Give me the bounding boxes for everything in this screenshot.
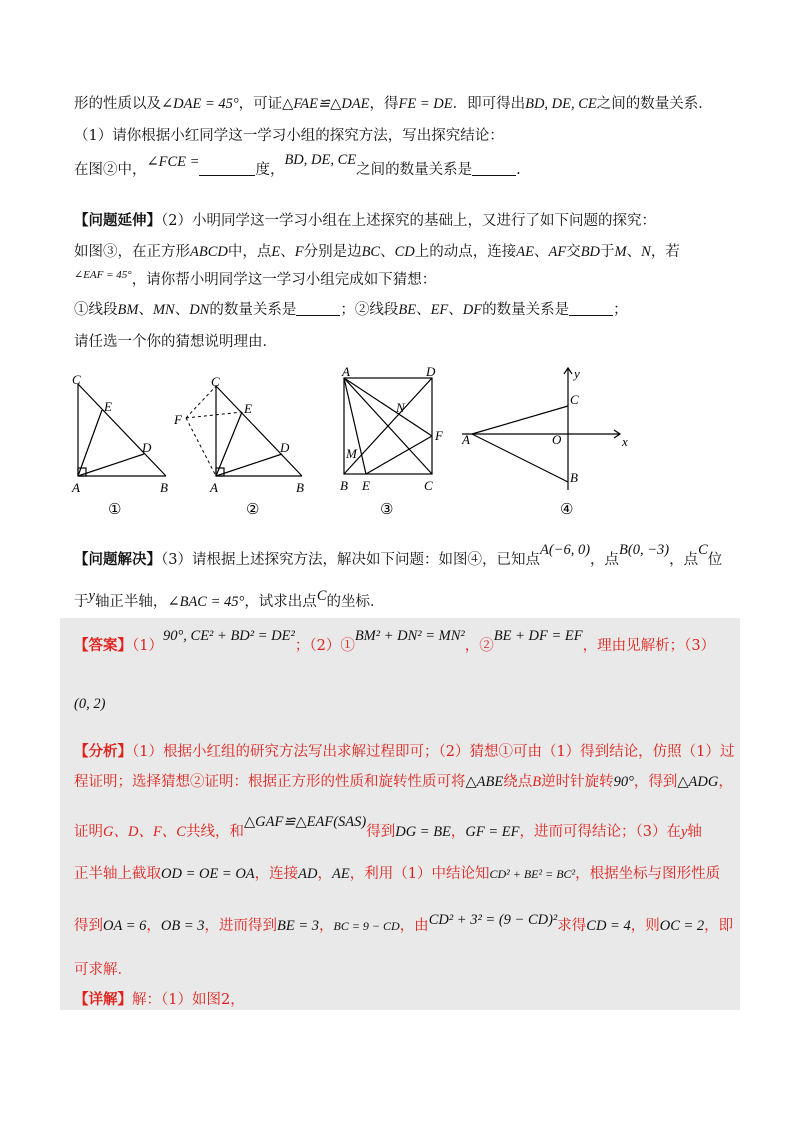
text: 、 [448, 302, 463, 318]
text: ， [146, 918, 161, 934]
math: FE = DE [398, 96, 453, 112]
text: ； [613, 302, 628, 318]
text: 绕点 [503, 774, 533, 790]
label-c: C [72, 372, 81, 387]
text: ， [317, 866, 333, 882]
label-f: F [174, 412, 182, 427]
answer-blank [472, 161, 516, 176]
text: ，试求出点 [244, 594, 317, 610]
text: 、 [626, 244, 642, 260]
label-b: B [160, 480, 168, 495]
text: 之间的数量关系是 [356, 162, 473, 178]
answer-blank [199, 161, 255, 176]
text: 、 [174, 302, 190, 318]
analysis-line-4 [74, 864, 720, 884]
text: ，进而可得结论；（3）在 [519, 824, 681, 840]
label-b: B [296, 480, 304, 495]
math: BM [117, 302, 139, 318]
text: ，进而得到 [204, 918, 277, 934]
label-b: B [570, 470, 578, 485]
math: EF [430, 302, 449, 318]
label-f: F [435, 428, 443, 443]
math: BE = 3 [276, 918, 319, 934]
text: 解：（1）如图2， [132, 992, 245, 1008]
math: BD, DE, CE [525, 96, 597, 112]
text: ，可证 [238, 96, 283, 112]
text: 得到 [74, 918, 103, 934]
figure-3 [332, 364, 452, 524]
text: 、 [380, 244, 395, 260]
math: AF [548, 244, 567, 260]
text: ；（2）① [294, 638, 355, 654]
math: ∠FCE = [146, 154, 200, 170]
math: y [88, 588, 95, 604]
text: 求得 [557, 918, 587, 934]
math: C [316, 588, 327, 604]
solve-line-2 [74, 588, 385, 612]
figure-4 [456, 364, 646, 524]
text: 正半轴上截取 [74, 866, 161, 882]
math: C [698, 542, 708, 558]
label-b: B [340, 478, 348, 493]
caption: ① [108, 502, 122, 518]
extension-line-1 [74, 211, 656, 231]
text: ，理由见解析；（3） [582, 638, 716, 654]
text: 度， [255, 162, 285, 178]
math: AD [298, 866, 318, 882]
label-o: O [552, 432, 562, 447]
section-tag: 【问题延伸】 [74, 212, 161, 229]
caption: ③ [380, 502, 394, 518]
math: BC [361, 244, 381, 260]
text: 程证明；选择猜想②证明：根据正方形的性质和旋转性质可将 [74, 774, 466, 790]
math: y [680, 824, 688, 840]
math: AE [332, 866, 350, 882]
text: 位 [707, 552, 723, 568]
text: 轴正半轴， [94, 594, 168, 610]
text: 交 [566, 244, 581, 260]
math: △FAE≌△DAE [282, 96, 370, 112]
text: 共线，和 [185, 824, 244, 840]
math: (0, 2) [74, 696, 106, 712]
text: （3）请根据上述探究方法，解决如下问题：如图④，已知点 [161, 552, 540, 568]
label-c: C [211, 374, 220, 389]
text: ①线段 [74, 302, 118, 318]
math: OA = 6 [103, 918, 147, 934]
text: ，点 [669, 552, 699, 568]
text: ，点 [590, 552, 620, 568]
extension-line-4 [74, 300, 628, 320]
math: CD = 4 [586, 918, 631, 934]
math: BD [580, 244, 601, 260]
text: ，则 [630, 918, 660, 934]
text: 如图③，在正方形 [74, 244, 190, 260]
text: ，若 [650, 244, 680, 260]
answer-blank [569, 301, 613, 316]
text: . [516, 162, 521, 178]
math: DF [462, 302, 483, 318]
text: ；②线段 [340, 302, 399, 318]
math: OC = 2 [659, 918, 705, 934]
answer-panel [60, 618, 740, 1010]
text: ，由 [399, 918, 429, 934]
math: ∠BAC = 45° [167, 594, 245, 610]
analysis-line-1 [74, 742, 734, 762]
text: ，利用（1）中结论知 [349, 866, 490, 882]
text: 、 [533, 244, 549, 260]
extension-line-3 [74, 270, 436, 291]
label-d: D [142, 440, 152, 455]
text: 得到 [366, 824, 396, 840]
math: MN [152, 302, 175, 318]
answer-blank [296, 301, 340, 316]
answer-line-2 [74, 694, 105, 714]
text: 证明 [74, 824, 103, 840]
text: 在图②中， [74, 162, 147, 178]
math: CD [394, 244, 415, 260]
text: 的数量关系是 [209, 302, 297, 318]
math: F [294, 244, 304, 260]
text: 上的动点，连接 [414, 244, 517, 260]
math: B [532, 774, 542, 790]
text: 、 [416, 302, 431, 318]
text: 分别是边 [303, 244, 362, 260]
label-m: M [346, 446, 357, 461]
label-d: D [426, 364, 436, 379]
label-e: E [104, 399, 112, 414]
label-a: A [462, 432, 470, 447]
text: ， [450, 824, 466, 840]
label-y: y [574, 366, 580, 381]
math: N [641, 244, 651, 260]
math: GF = EF [465, 824, 520, 840]
analysis-line-5 [74, 912, 734, 936]
math: DG = BE [395, 824, 451, 840]
label-e: E [244, 401, 252, 416]
math: OB = 3 [160, 918, 205, 934]
text: （1）根据小红组的研究方法写出求解过程即可；（2）猜想①可由（1）得到结论，仿照（1）过 [132, 744, 735, 760]
figure-1 [66, 364, 186, 524]
text: 形的性质以及 [74, 96, 161, 112]
text: ，得到 [633, 774, 678, 790]
text: 、 [280, 244, 295, 260]
label-e: E [362, 478, 370, 493]
math: A(−6, 0) [539, 542, 591, 558]
label-a: A [342, 364, 350, 379]
label-d: D [280, 440, 290, 455]
detail-line [74, 990, 245, 1010]
label-c: C [570, 392, 579, 407]
math: △GAF≌△EAF(SAS) [243, 814, 367, 830]
answer-line-1 [74, 628, 716, 656]
math: △ADG [677, 774, 719, 790]
figure-2 [172, 364, 312, 524]
label-c: C [424, 478, 433, 493]
math: AE [516, 244, 534, 260]
text: ，连接 [254, 866, 299, 882]
math: 90°, CE² + BD² = DE² [162, 628, 295, 644]
text: （1） [132, 638, 163, 654]
label-a: A [72, 480, 80, 495]
label-a: A [210, 480, 218, 495]
text: ，即 [704, 918, 734, 934]
extension-line-2 [74, 242, 680, 262]
text: 、 [138, 302, 153, 318]
section-tag: 【答案】 [74, 637, 132, 654]
solve-line-1 [74, 542, 723, 570]
math: ∠EAF = 45° [74, 269, 132, 281]
section-tag: 【分析】 [74, 743, 132, 760]
math: BM² + DN² = MN² [354, 628, 465, 644]
math: BD, DE, CE [284, 152, 357, 168]
caption: ④ [560, 502, 574, 518]
math: ∠DAE = 45° [161, 96, 239, 112]
text: 于 [600, 244, 615, 260]
math: G、D、F、C [103, 824, 186, 840]
text: 的数量关系是 [482, 302, 570, 318]
text: ， [318, 918, 334, 934]
math: E [271, 244, 281, 260]
text: ，② [464, 638, 494, 654]
math: ABCD [190, 244, 228, 260]
text: ，根据坐标与图形性质 [575, 866, 721, 882]
math: BE + DF = EF [493, 628, 583, 644]
text: 于 [74, 594, 89, 610]
text: 中，点 [227, 244, 272, 260]
math: M [614, 244, 627, 260]
math: BC = 9 − CD [333, 919, 400, 933]
caption: ② [246, 502, 260, 518]
label-x: x [622, 434, 628, 449]
math: DN [189, 302, 210, 318]
section-tag: 【问题解决】 [74, 551, 161, 568]
question-1-blanks [74, 152, 521, 180]
text: ．即可得出 [452, 96, 526, 112]
math: △ABE [465, 774, 504, 790]
text: 轴 [687, 824, 702, 840]
label-n: N [396, 400, 405, 415]
extension-line-5: 请任选一个你的猜想说明理由． [74, 334, 277, 350]
math: OD = OE = OA [161, 866, 255, 882]
math: CD² + BE² = BC² [489, 867, 576, 881]
analysis-line-6: 可求解． [74, 962, 132, 978]
section-tag: 【详解】 [74, 991, 132, 1008]
text: 的坐标． [326, 594, 385, 610]
math: 90° [613, 774, 634, 790]
text: 之间的数量关系． [596, 96, 713, 112]
text: 逆时针旋转 [541, 774, 614, 790]
math: B(0, −3) [619, 542, 670, 558]
question-1: （1）请你根据小红同学这一学习小组的探究方法，写出探究结论： [74, 128, 504, 144]
intro-line-1 [74, 94, 713, 114]
analysis-line-3 [74, 814, 702, 842]
math: CD² + 3² = (9 − CD)² [428, 912, 558, 928]
math: BE [398, 302, 417, 318]
text: ， [718, 774, 733, 790]
text: ，得 [369, 96, 399, 112]
text: ，请你帮小明同学这一学习小组完成如下猜想： [131, 272, 437, 288]
analysis-line-2 [74, 772, 733, 792]
text: （2）小明同学这一学习小组在上述探究的基础上，又进行了如下问题的探究： [161, 213, 656, 229]
